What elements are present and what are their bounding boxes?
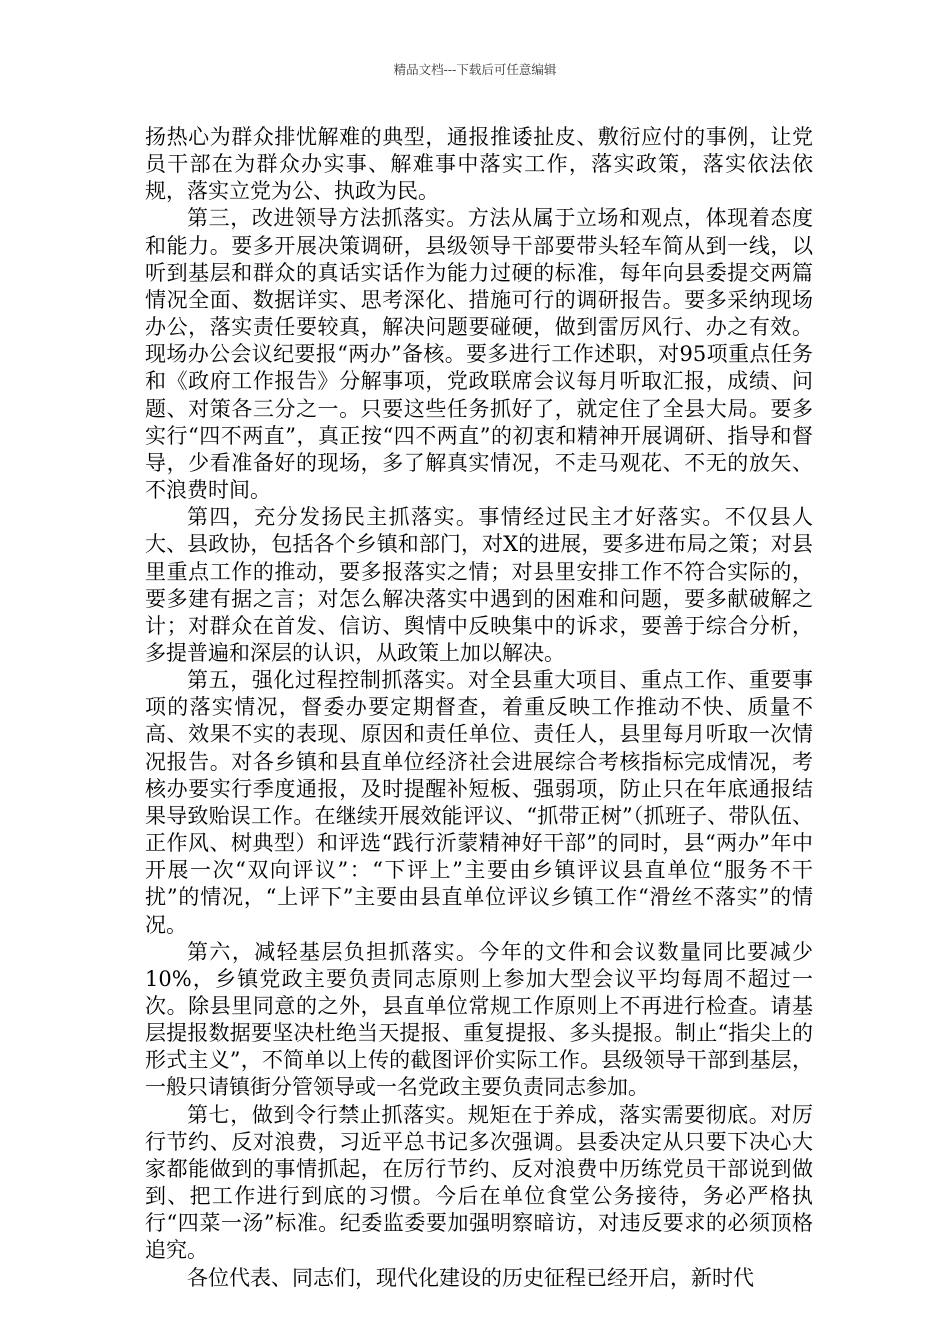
document-body (145, 124, 813, 1292)
paragraph-seventh-point: 第七，做到令行禁止抓落实。规矩在于养成，落实需要彻底。对厉行节约、反对浪费，习近平总书记多次强调。县委决定从只要下决心大家都能做到的事情抓起，在厉行节约、反对浪费中历练党员干部说到做到、把工作进行到底的习惯。今后在单位食堂公务接待，务必严格执行“四菜一汤”标准。纪委监委要加强明察暗访，对违反要求的必须顶格追究。 (145, 1102, 813, 1263)
paragraph-continuation: 扬热心为群众排忧解难的典型，通报推诿扯皮、敷衍应付的事例，让党员干部在为群众办实事、解难事中落实工作，落实政策，落实依法依规，落实立党为公、执政为民。 (145, 125, 813, 204)
paragraph-sixth-point: 第六，减轻基层负担抓落实。今年的文件和会议数量同比要减少10%，乡镇党政主要负责同志原则上参加大型会议平均每周不超过一次。除县里同意的之外，县直单位常规工作原则上不再进行检查。请基层提报数据要坚决杜绝当天提报、重复提报、多头提报。制止“指尖上的形式主义”，不简单以上传的截图评价实际工作。县级领导干部到基层，一般只请镇街分管领导或一名党政主要负责同志参加。 (145, 939, 813, 1100)
paragraph-fourth-point: 第四，充分发扬民主抓落实。事情经过民主才好落实。不仅县人大、县政协，包括各个乡镇和部门，对X的进展，要多进布局之策；对县里重点工作的推动，要多报落实之情；对县里安排工作不符合实际的，要多建有据之言；对怎么解决落实中遇到的困难和问题，要多献破解之计；对群众在首发、信访、舆情中反映集中的诉求，要善于综合分析，多提普遍和深层的认识，从政策上加以解决。 (145, 505, 813, 665)
paragraph-closing: 各位代表、同志们，现代化建设的历史征程已经开启，新时代 (187, 1265, 754, 1290)
page-header: 精品文档---下载后可任意编辑 (393, 62, 557, 77)
paragraph-third-point: 第三，改进领导方法抓落实。方法从属于立场和观点，体现着态度和能力。要多开展决策调研，县级领导干部要带头轻车简从到一线，以听到基层和群众的真话实话作为能力过硬的标准，每年向县委提交两篇情况全面、数据详实、思考深化、措施可行的调研报告。要多采纳现场办公，落实责任要较真，解决问题要碰硬，做到雷厉风行、办之有效。现场办公会议纪要报“两办”备核。要多进行工作述职，对95项重点任务和《政府工作报告》分解事项，党政联席会议每月听取汇报，成绩、问题、对策各三分之一。只要这些任务抓好了，就定住了全县大局。要多实行“四不两直”，真正按“四不两直”的初衷和精神开展调研、指导和督导，少看准备好的现场，多了解真实情况，不走马观花、不无的放矢、不浪费时间。 (145, 206, 813, 503)
paragraph-fifth-point: 第五，强化过程控制抓落实。对全县重大项目、重点工作、重要事项的落实情况，督委办要定期督查，着重反映工作推动不快、质量不高、效果不实的表现、原因和责任单位、责任人，县里每月听取一次情况报告。对各乡镇和县直单位经济社会进展综合考核指标完成情况，考核办要实行季度通报，及时提醒补短板、强弱项，防止只在年底通报结果导致贻误工作。在继续开展效能评议、“抓带正树”（抓班子、带队伍、正作风、树典型）和评选“践行沂蒙精神好干部”的同时，县“两办”年中开展一次“双向评议”：“下评上”主要由乡镇评议县直单位“服务不干扰”的情况，“上评下”主要由县直单位评议乡镇工作“滑丝不落实”的情况。 (145, 668, 813, 937)
